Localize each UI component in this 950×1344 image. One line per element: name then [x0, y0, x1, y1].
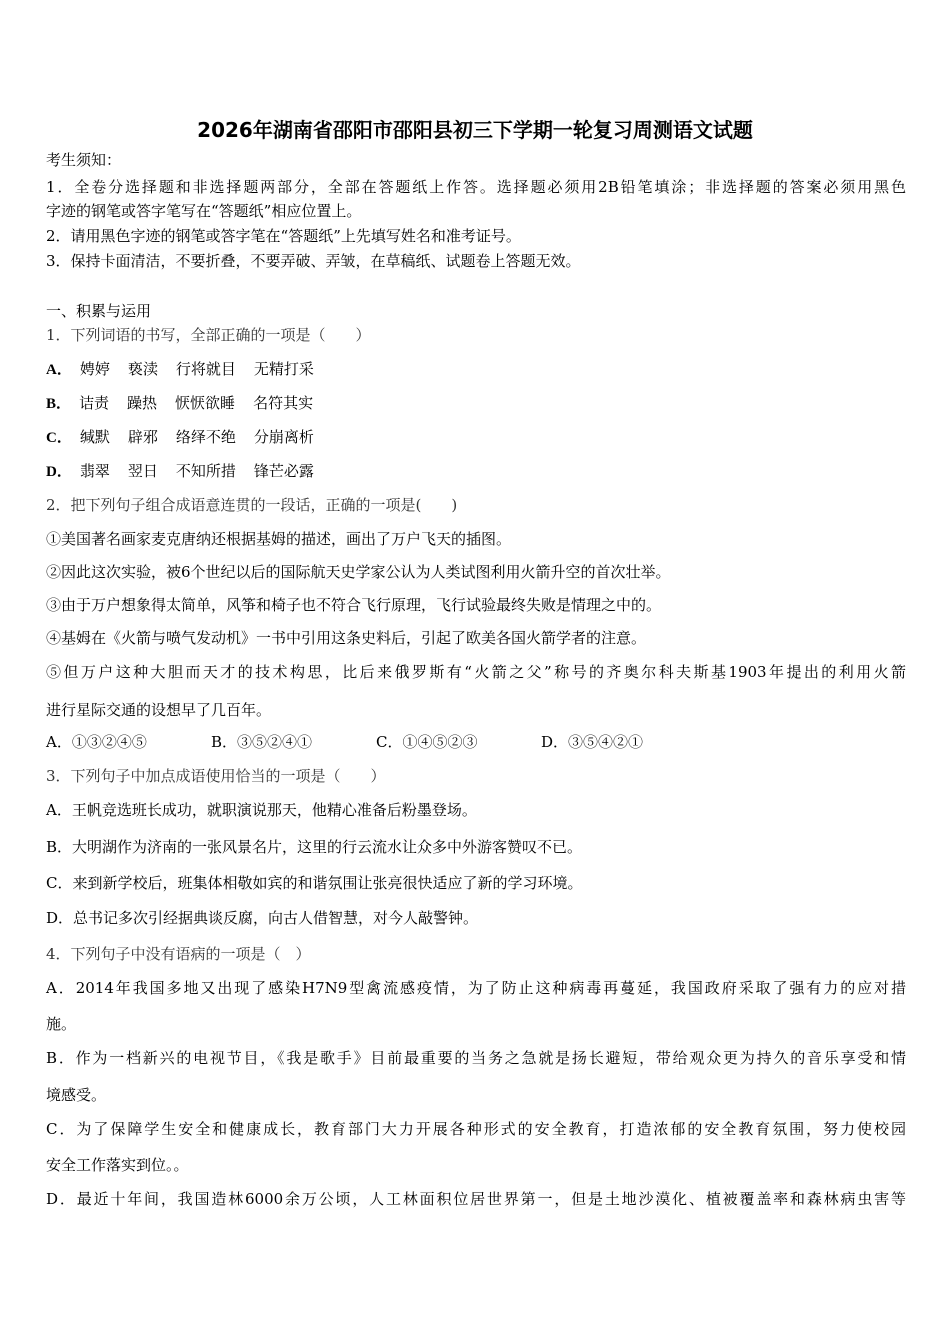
option-key: C．	[46, 430, 72, 446]
option-a: A．2014年我国多地又出现了感染H7N9型禽流感疫情，为了防止这种病毒再蔓延，我国政府采取了强有力的应对措	[46, 979, 906, 997]
notice-item: 字迹的钢笔或答字笔写在“答题纸”相应位置上。	[46, 202, 362, 220]
option-d: D．总书记多次引经据典谈反腐，向古人借智慧，对今人敲警钟。	[46, 909, 479, 927]
option-b-cont: 境感受。	[46, 1086, 107, 1104]
option-a-cont: 施。	[46, 1015, 77, 1033]
sentence: ②因此这次实验，被6个世纪以后的国际航天史学家公认为人类试图利用火箭升空的首次壮举。	[46, 563, 671, 581]
question-stem: 3．下列句子中加点成语使用恰当的一项是（ ）	[46, 767, 386, 785]
word: 恹恹欲睡	[175, 394, 236, 412]
option-key: A．	[46, 362, 72, 378]
notice-item: 2．请用黑色字迹的钢笔或答字笔在“答题纸”上先填写姓名和准考证号。	[46, 227, 521, 245]
option-b: B．作为一档新兴的电视节目，《我是歌手》目前最重要的当务之急就是扬长避短，带给观众更为持久的音乐享受和情	[46, 1049, 906, 1067]
option-d	[46, 461, 314, 482]
option-b	[46, 393, 313, 414]
sentence: ③由于万户想象得太简单，风筝和椅子也不符合飞行原理，飞行试验最终失败是情理之中的。	[46, 596, 662, 614]
option-d: D．最近十年间，我国造林6000余万公顷，人工林面积位居世界第一，但是土地沙漠化、植被覆盖率和森林病虫害等	[46, 1190, 906, 1208]
option-b: B．大明湖作为济南的一张风景名片，这里的行云流水让众多中外游客赞叹不已。	[46, 838, 583, 856]
option-c-cont: 安全工作落实到位。。	[46, 1156, 189, 1174]
sentence: ⑤但万户这种大胆而天才的技术构思，比后来俄罗斯有“火箭之父”称号的齐奥尔科夫斯基1903年提出的利用火箭	[46, 663, 906, 681]
option-row	[46, 732, 643, 752]
question-stem: 1．下列词语的书写，全部正确的一项是（ ）	[46, 326, 371, 344]
word: 躁热	[127, 394, 158, 412]
question-stem: 4．下列句子中没有语病的一项是（ ）	[46, 945, 311, 963]
sentence: ①美国著名画家麦克唐纳还根据基姆的描述，画出了万户飞天的插图。	[46, 530, 512, 548]
option-d: D．③⑤④②①	[541, 733, 644, 751]
option-c	[46, 427, 314, 448]
word: 名符其实	[253, 394, 314, 412]
word: 缄默	[79, 428, 110, 446]
word: 翌日	[127, 462, 158, 480]
word: 翡翠	[79, 462, 110, 480]
option-c: C．来到新学校后，班集体相敬如宾的和谐氛围让张亮很快适应了新的学习环境。	[46, 874, 583, 892]
word: 娉婷	[79, 360, 110, 378]
word: 锋芒必露	[253, 462, 314, 480]
sentence: 进行星际交通的设想早了几百年。	[46, 701, 272, 719]
word: 辟邪	[127, 428, 158, 446]
notice-heading: 考生须知：	[46, 151, 122, 169]
option-key: D．	[46, 464, 72, 480]
option-c: C．①④⑤②③	[376, 733, 478, 751]
section-heading: 一、积累与运用	[46, 302, 152, 320]
option-a	[46, 359, 314, 380]
word: 不知所措	[175, 462, 236, 480]
option-a: A．王帆竞选班长成功，就职演说那天，他精心准备后粉墨登场。	[46, 801, 477, 819]
sentence: ④基姆在《火箭与喷气发动机》一书中引用这条史料后，引起了欧美各国火箭学者的注意。	[46, 629, 647, 647]
notice-item: 1．全卷分选择题和非选择题两部分，全部在答题纸上作答。选择题必须用2B铅笔填涂；非选择题的答案必须用黑色	[46, 178, 906, 196]
word: 行将就目	[175, 360, 236, 378]
option-a: A．①③②④⑤	[46, 733, 147, 751]
word: 诘责	[79, 394, 110, 412]
question-stem: 2．把下列句子组合成语意连贯的一段话，正确的一项是( )	[46, 496, 458, 514]
option-key: B．	[46, 396, 72, 412]
word: 无精打采	[253, 360, 314, 378]
page-title: 2026年湖南省邵阳市邵阳县初三下学期一轮复习周测语文试题	[197, 118, 753, 142]
option-c: C．为了保障学生安全和健康成长，教育部门大力开展各种形式的安全教育，打造浓郁的安全教育氛围，努力使校园	[46, 1120, 906, 1138]
option-b: B．③⑤②④①	[211, 733, 313, 751]
word: 亵渎	[127, 360, 158, 378]
word: 络绎不绝	[175, 428, 236, 446]
word: 分崩离析	[253, 428, 314, 446]
notice-item: 3．保持卡面清洁，不要折叠，不要弄破、弄皱，在草稿纸、试题卷上答题无效。	[46, 252, 581, 270]
